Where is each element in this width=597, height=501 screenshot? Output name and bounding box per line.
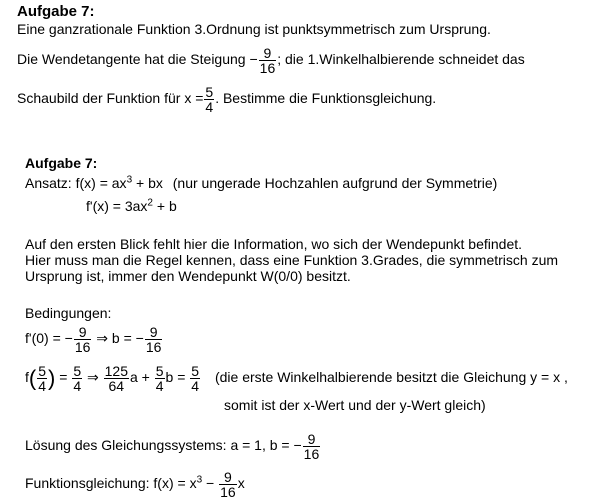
derivative-text: f'(x) = 3ax: [86, 198, 148, 214]
system-solution: [25, 427, 321, 463]
fraction-denominator: 16: [74, 338, 91, 355]
open-paren: (: [28, 365, 37, 391]
fraction-denominator: 16: [220, 483, 236, 500]
fraction-numerator: 5: [73, 362, 82, 379]
condition-2-note-line-2: somit ist der x-Wert und der y-Wert gleich): [224, 397, 486, 413]
ansatz-line: [25, 175, 497, 191]
fraction-denominator: 16: [303, 445, 320, 462]
exponent: 2: [147, 197, 153, 209]
term-b: b =: [165, 369, 190, 385]
close-paren: ): [48, 365, 56, 391]
exponent: 3: [126, 174, 133, 186]
fraction-numerator: 5: [155, 362, 164, 379]
x-value-fraction: [204, 85, 214, 114]
explanation-line-3: Ursprung ist, immer den Wendepunkt W(0/0) besitzt.: [25, 268, 351, 284]
implies-text: ⇒: [83, 369, 103, 385]
fraction-denominator: 4: [191, 377, 200, 394]
fraction-denominator: 4: [205, 98, 214, 115]
ansatz-label: Ansatz:: [25, 175, 72, 191]
condition-2: [25, 359, 568, 395]
explanation-line-1: Auf den ersten Blick fehlt hier die Information, wo sich der Wendepunkt befindet.: [25, 236, 523, 252]
fraction-denominator: 16: [259, 59, 276, 76]
condition-1: [25, 320, 163, 356]
solution-heading: Aufgabe 7:: [25, 155, 98, 171]
fraction: [155, 364, 165, 393]
fraction-numerator: 5: [191, 362, 200, 379]
term-a: a +: [129, 369, 154, 385]
system-solution-text: Lösung des Gleichungssystems: a = 1, b = −: [25, 437, 302, 453]
fraction-numerator: 5: [205, 83, 214, 100]
final-equation-text: Funktionsgleichung: f(x) = x: [25, 475, 197, 491]
fraction: [104, 364, 129, 393]
fraction-denominator: 4: [38, 377, 47, 394]
fraction-denominator: 4: [73, 377, 82, 394]
condition-1-text: f'(0) = −: [25, 330, 73, 346]
minus-text: −: [202, 475, 219, 491]
slope-fraction: [259, 46, 277, 75]
problem-line-3: [17, 79, 436, 117]
fraction: [190, 364, 200, 393]
problem-line-1: Eine ganzrationale Funktion 3.Ordnung ist punktsymmetrisch zum Ursprung.: [17, 21, 491, 37]
problem-line-2: [17, 40, 525, 78]
fraction-numerator: 9: [224, 468, 232, 485]
ansatz-note: (nur ungerade Hochzahlen aufgrund der Symmetrie): [172, 175, 498, 191]
ansatz-function-text: f(x) = ax: [75, 175, 127, 191]
fraction: [37, 364, 47, 393]
fraction-denominator: 16: [145, 338, 162, 355]
fraction: [74, 325, 92, 354]
derivative-line: [86, 198, 177, 214]
fraction-denominator: 64: [104, 378, 129, 393]
problem-line-3-text: Schaubild der Funktion für x =: [17, 90, 204, 106]
fraction: [303, 432, 321, 461]
final-equation-x: x: [237, 475, 245, 491]
ansatz-function-tail: + bx: [132, 175, 163, 191]
problem-line-2-text-end: ; die 1.Winkelhalbierende schneidet das: [277, 51, 525, 67]
fraction-numerator: 9: [263, 44, 272, 61]
ansatz-function: [76, 175, 163, 191]
exponent: 3: [196, 474, 203, 486]
fraction-numerator: 125: [104, 362, 128, 379]
implies-text: ⇒ b = −: [92, 330, 144, 346]
condition-2-f: f: [25, 369, 29, 385]
equals-text: =: [55, 369, 72, 385]
fraction-numerator: 9: [78, 323, 87, 340]
derivative-tail: + b: [152, 198, 177, 214]
problem-line-2-text: Die Wendetangente hat die Steigung −: [17, 51, 258, 67]
fraction: [219, 470, 237, 499]
condition-2-note: (die erste Winkelhalbierende besitzt die Gleichung y = x ,: [214, 369, 568, 385]
final-equation: [25, 465, 245, 501]
fraction-numerator: 9: [149, 323, 158, 340]
conditions-label: Bedingungen:: [25, 305, 112, 321]
fraction: [72, 364, 82, 393]
fraction-denominator: 4: [155, 377, 164, 394]
fraction-numerator: 9: [307, 430, 316, 447]
fraction: [145, 325, 163, 354]
explanation-line-2: Hier muss man die Regel kennen, dass eine Funktion 3.Grades, die symmetrisch zum: [25, 252, 559, 268]
fraction-numerator: 5: [38, 362, 47, 379]
problem-heading: Aufgabe 7:: [17, 3, 95, 20]
problem-line-3-text-end: . Bestimme die Funktionsgleichung.: [215, 90, 437, 106]
